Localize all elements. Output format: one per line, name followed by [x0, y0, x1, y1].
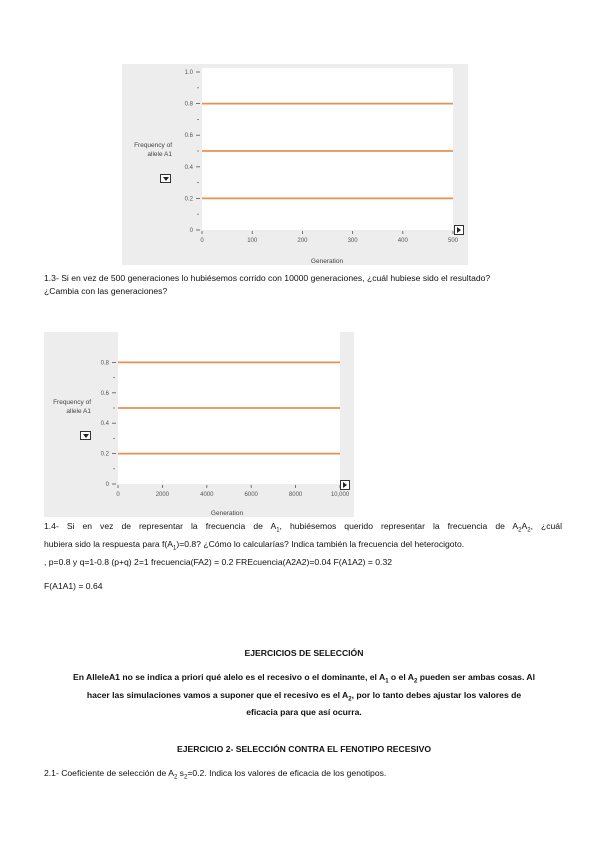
- chart-2-xtick-label: 0: [116, 492, 120, 498]
- play-icon[interactable]: [340, 480, 350, 490]
- section-intro-line2: hacer las simulaciones vamos a suponer que el recesivo es el $A_2$, por lo tanto debes ajustar los valores de: [86, 689, 522, 703]
- allele-dropdown-icon[interactable]: [160, 174, 171, 183]
- question-1-3: [44, 272, 564, 298]
- chart-2-xtick-label: 10,000: [330, 492, 350, 498]
- exercise-2-title: EJERCICIO 2- SELECCIÓN CONTRA EL FENOTIPO RECESIVO: [176, 744, 432, 754]
- chart-2-xtick-label: 6000: [244, 492, 258, 498]
- chart-1-ytick-label: 0.6: [184, 133, 193, 140]
- chart-1-xtick-label: 300: [347, 238, 358, 244]
- chart-1-xtick-label: 400: [397, 238, 408, 244]
- chart-1-ylabel-line2: allele A1: [147, 151, 172, 158]
- chart-1-xtick-label: 0: [200, 238, 204, 244]
- chart-1-xtick-label: 100: [247, 238, 258, 244]
- chart-1-ytick-label: 0.2: [184, 196, 193, 203]
- chart-2-ytick-label: 0.6: [100, 390, 109, 397]
- chart-1-plot-area: [202, 68, 453, 230]
- chart-2-xlabel: Generation: [210, 510, 244, 517]
- chart-1-xtick-label: 200: [297, 238, 308, 244]
- chart-2-xtick-label: 8000: [288, 492, 303, 498]
- chart-2-ylabel-line2: allele A1: [66, 408, 91, 415]
- chart-1-xlabel: Generation: [310, 258, 344, 265]
- chart-1-ylabel-line1: Frequency of: [134, 142, 172, 149]
- question-1-3-line2: ¿Cambia con las generaciones?: [44, 286, 168, 296]
- play-icon[interactable]: [454, 225, 464, 235]
- question-1-3-line1: 1.3- Si en vez de 500 generaciones lo hubiésemos corrido con 10000 generaciones, ¿cuál hubiese sido el resultado?: [44, 273, 491, 283]
- chart-2-ylabel-line1: Frequency of: [53, 399, 91, 406]
- question-1-4-line1: 1.4- Si en vez de representar la frecuencia de $A_1$, hubiésemos querido representar la frecuencia de $A_2A_2$, ¿cuál: [44, 521, 562, 534]
- chart-1-ytick-label: 0.4: [184, 164, 193, 171]
- question-1-4: [44, 520, 562, 555]
- chart-2-ytick-label: 0: [105, 482, 109, 488]
- section-intro: [40, 671, 568, 719]
- chart-2-ytick-label: 0.2: [100, 451, 109, 458]
- chart-1-xtick-label: 500: [447, 238, 459, 244]
- chart-2-xtick-label: 2000: [155, 492, 170, 498]
- question-1-4-line2: hubiera sido la respuesta para $f(A_1)=0.8$? ¿Cómo lo calcularías? Indica también la frecuencia del heterocigoto.: [44, 538, 465, 552]
- section-title: EJERCICIOS DE SELECCIÓN: [244, 648, 364, 658]
- chart-2-ytick-label: 0.8: [100, 360, 109, 367]
- chart-2-panel: [44, 332, 354, 517]
- section-intro-line3: eficacia para que así ocurra.: [246, 707, 362, 718]
- chart-1-ytick-label: 0: [189, 228, 193, 234]
- chart-2: [44, 332, 354, 517]
- chart-1-ytick-label: 0.8: [184, 101, 193, 108]
- chart-1-ytick-label: 1.0: [184, 70, 193, 76]
- allele-dropdown-icon[interactable]: [80, 431, 91, 440]
- chart-2-ytick-label: 0.4: [100, 421, 109, 428]
- answer-line-2: F(A1A1) = 0.64: [44, 581, 103, 591]
- question-2-1: 2.1- Coeficiente de selección de $A_2$ $s_2=0.2$. Indica los valores de eficacia de los genotipos.: [44, 768, 387, 781]
- chart-1-panel: [122, 64, 468, 265]
- section-intro-line1: En AlleleA1 no se indica a priori qué alelo es el recesivo o el dominante, el $A_1$ o el $A_2$ pueden ser ambas cosas. Al: [73, 672, 535, 685]
- chart-2-xtick-label: 4000: [200, 492, 214, 498]
- answer-line-1: , p=0.8 y q=1-0.8 (p+q) 2=1 frecuencia(FA2) = 0.2 FREcuencia(A2A2)=0.04 F(A1A2) = 0.32: [44, 557, 393, 567]
- chart-1: [122, 64, 468, 265]
